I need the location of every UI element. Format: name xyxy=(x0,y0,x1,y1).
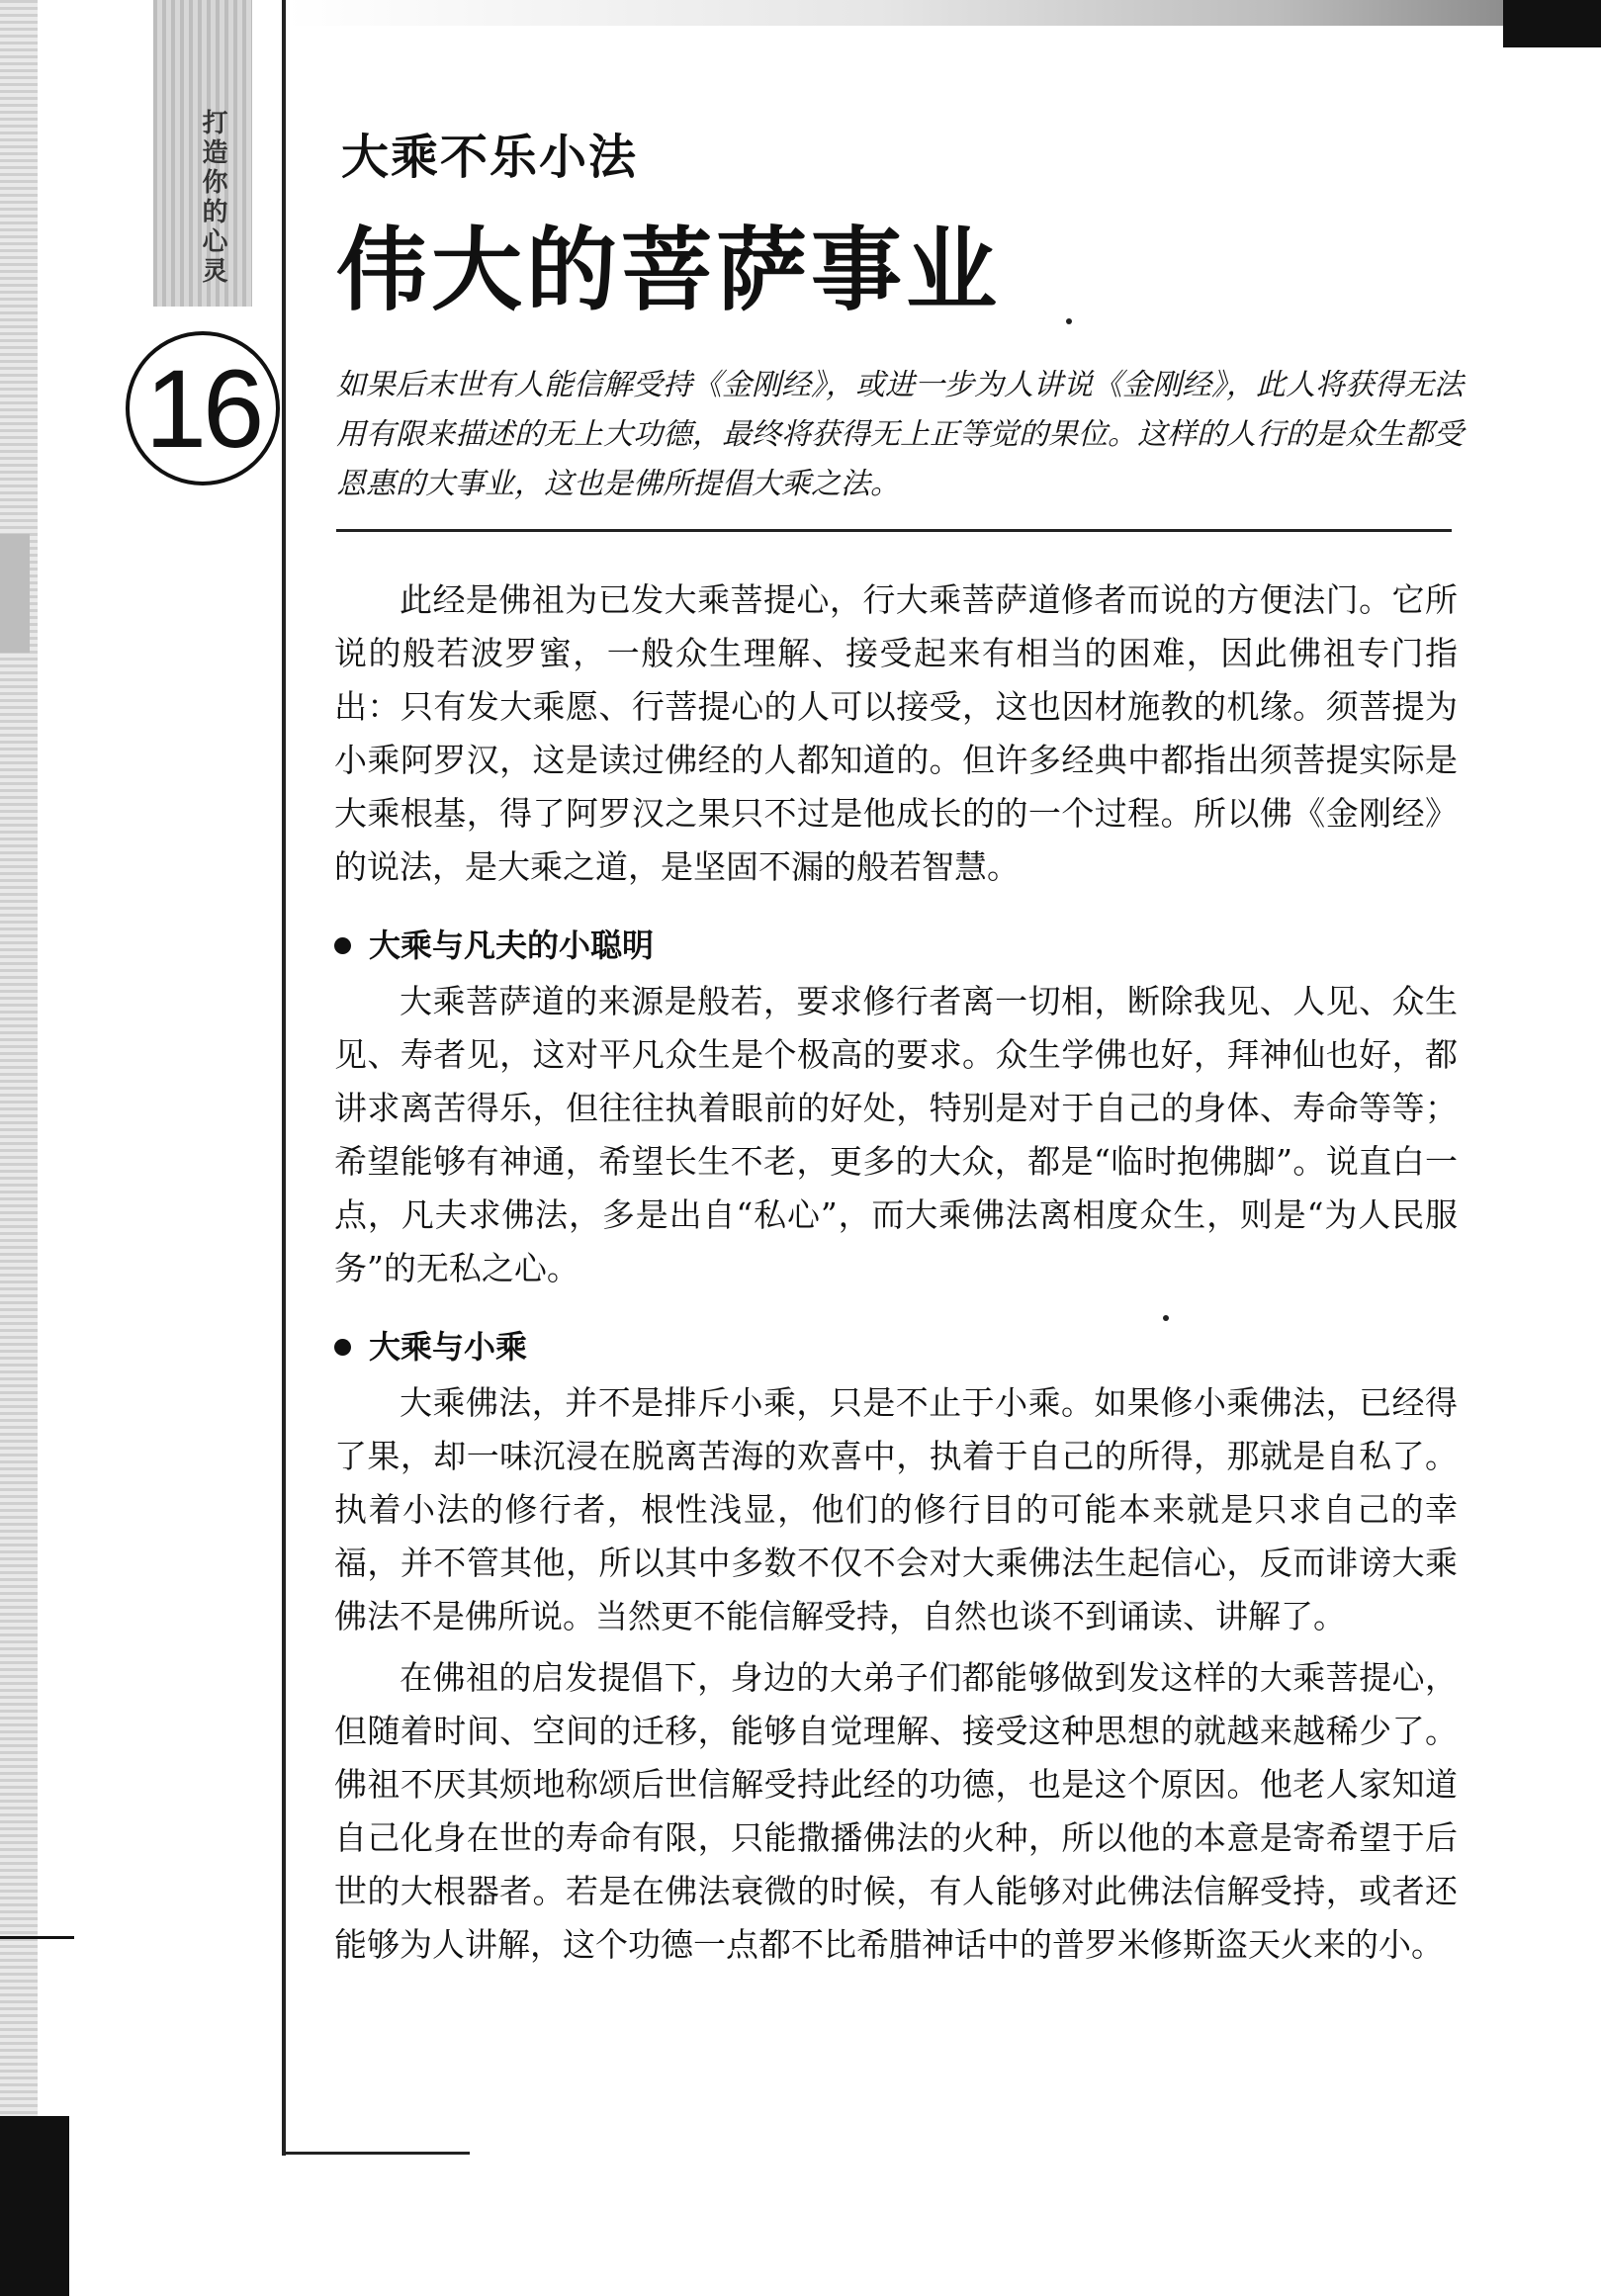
chapter-number-badge xyxy=(126,331,280,486)
bullet-icon xyxy=(334,937,351,954)
scan-top-strip xyxy=(286,0,1601,26)
scan-shadow xyxy=(0,534,30,653)
chapter-title: 伟大的菩萨事业 xyxy=(336,218,1002,323)
chapter-summary: 如果后末世有人能信解受持《金刚经》，或进一步为人讲说《金刚经》，此人将获得无法用有限来描述的无上大功德，最终将获得无上正等觉的果位。这样的人行的是众生都受恩惠的大事业，这也是佛所提倡大乘之法。 xyxy=(336,368,1464,501)
section-heading-text: 大乘与小乘 xyxy=(369,1328,528,1366)
summary-divider xyxy=(336,529,1452,532)
scan-corner-top xyxy=(1503,0,1601,47)
margin-rule xyxy=(282,0,286,2156)
section-heading xyxy=(334,1323,1458,1370)
paragraph: 大乘菩萨道的来源是般若，要求修行者离一切相，断除我见、人见、众生见、寿者见，这对平凡众生是个极高的要求。众生学佛也好，拜神仙也好，都讲求离苦得乐，但往往执着眼前的好处，特别是对于自己的身体、寿命等等；希望能够有神通，希望长生不老，更多的大众，都是“临时抱佛脚”。说直白一点，凡夫求佛法，多是出自“私心”，而大乘佛法离相度众生，则是“为人民服务”的无私之心。 xyxy=(334,982,1458,1287)
bullet-icon xyxy=(334,1339,351,1356)
chapter-kicker: 大乘不乐小法 xyxy=(341,130,639,185)
margin-mark xyxy=(0,1936,74,1939)
paragraph: 在佛祖的启发提倡下，身边的大弟子们都能够做到发这样的大乘菩提心，但随着时间、空间的迁移，能够自觉理解、接受这种思想的就越来越稀少了。佛祖不厌其烦地称颂后世信解受持此经的功德，也是这个原因。他老人家知道自己化身在世的寿命有限，只能撒播佛法的火种，所以他的本意是寄希望于后世的大根器者。若是在佛法衰微的时候，有人能够对此佛法信解受持，或者还能够为人讲解，这个功德一点都不比希腊神话中的普罗米修斯盗天火来的小。 xyxy=(334,1658,1458,1964)
paragraph: 此经是佛祖为已发大乘菩提心，行大乘菩萨道修者而说的方便法门。它所说的般若波罗蜜，一般众生理解、接受起来有相当的困难，因此佛祖专门指出：只有发大乘愿、行菩提心的人可以接受，这也因材施教的机缘。须菩提为小乘阿罗汉，这是读过佛经的人都知道的。但许多经典中都指出须菩提实际是大乘根基，得了阿罗汉之果只不过是他成长的的一个过程。所以佛《金刚经》的说法，是大乘之道，是坚固不漏的般若智慧。 xyxy=(334,580,1458,886)
scan-speck xyxy=(1066,318,1072,324)
paragraph: 大乘佛法，并不是排斥小乘，只是不止于小乘。如果修小乘佛法，已经得了果，却一味沉浸在脱离苦海的欢喜中，执着于自己的所得，那就是自私了。执着小法的修行者，根性浅显，他们的修行目的可能本来就是只求自己的幸福，并不管其他，所以其中多数不仅不会对大乘佛法生起信心，反而诽谤大乘佛法不是佛所说。当然更不能信解受持，自然也谈不到诵读、讲解了。 xyxy=(334,1383,1458,1635)
footer-rule xyxy=(282,2152,470,2155)
section-heading-text: 大乘与凡夫的小聪明 xyxy=(369,927,655,964)
scan-corner xyxy=(0,2116,69,2296)
chapter-number: 16 xyxy=(144,346,261,471)
section-heading xyxy=(334,922,1458,969)
scan-edge xyxy=(0,0,38,2296)
scan-speck xyxy=(1163,1315,1169,1321)
side-tab-label: 打造你的心灵 xyxy=(198,109,227,287)
chapter-body xyxy=(334,574,1458,1972)
